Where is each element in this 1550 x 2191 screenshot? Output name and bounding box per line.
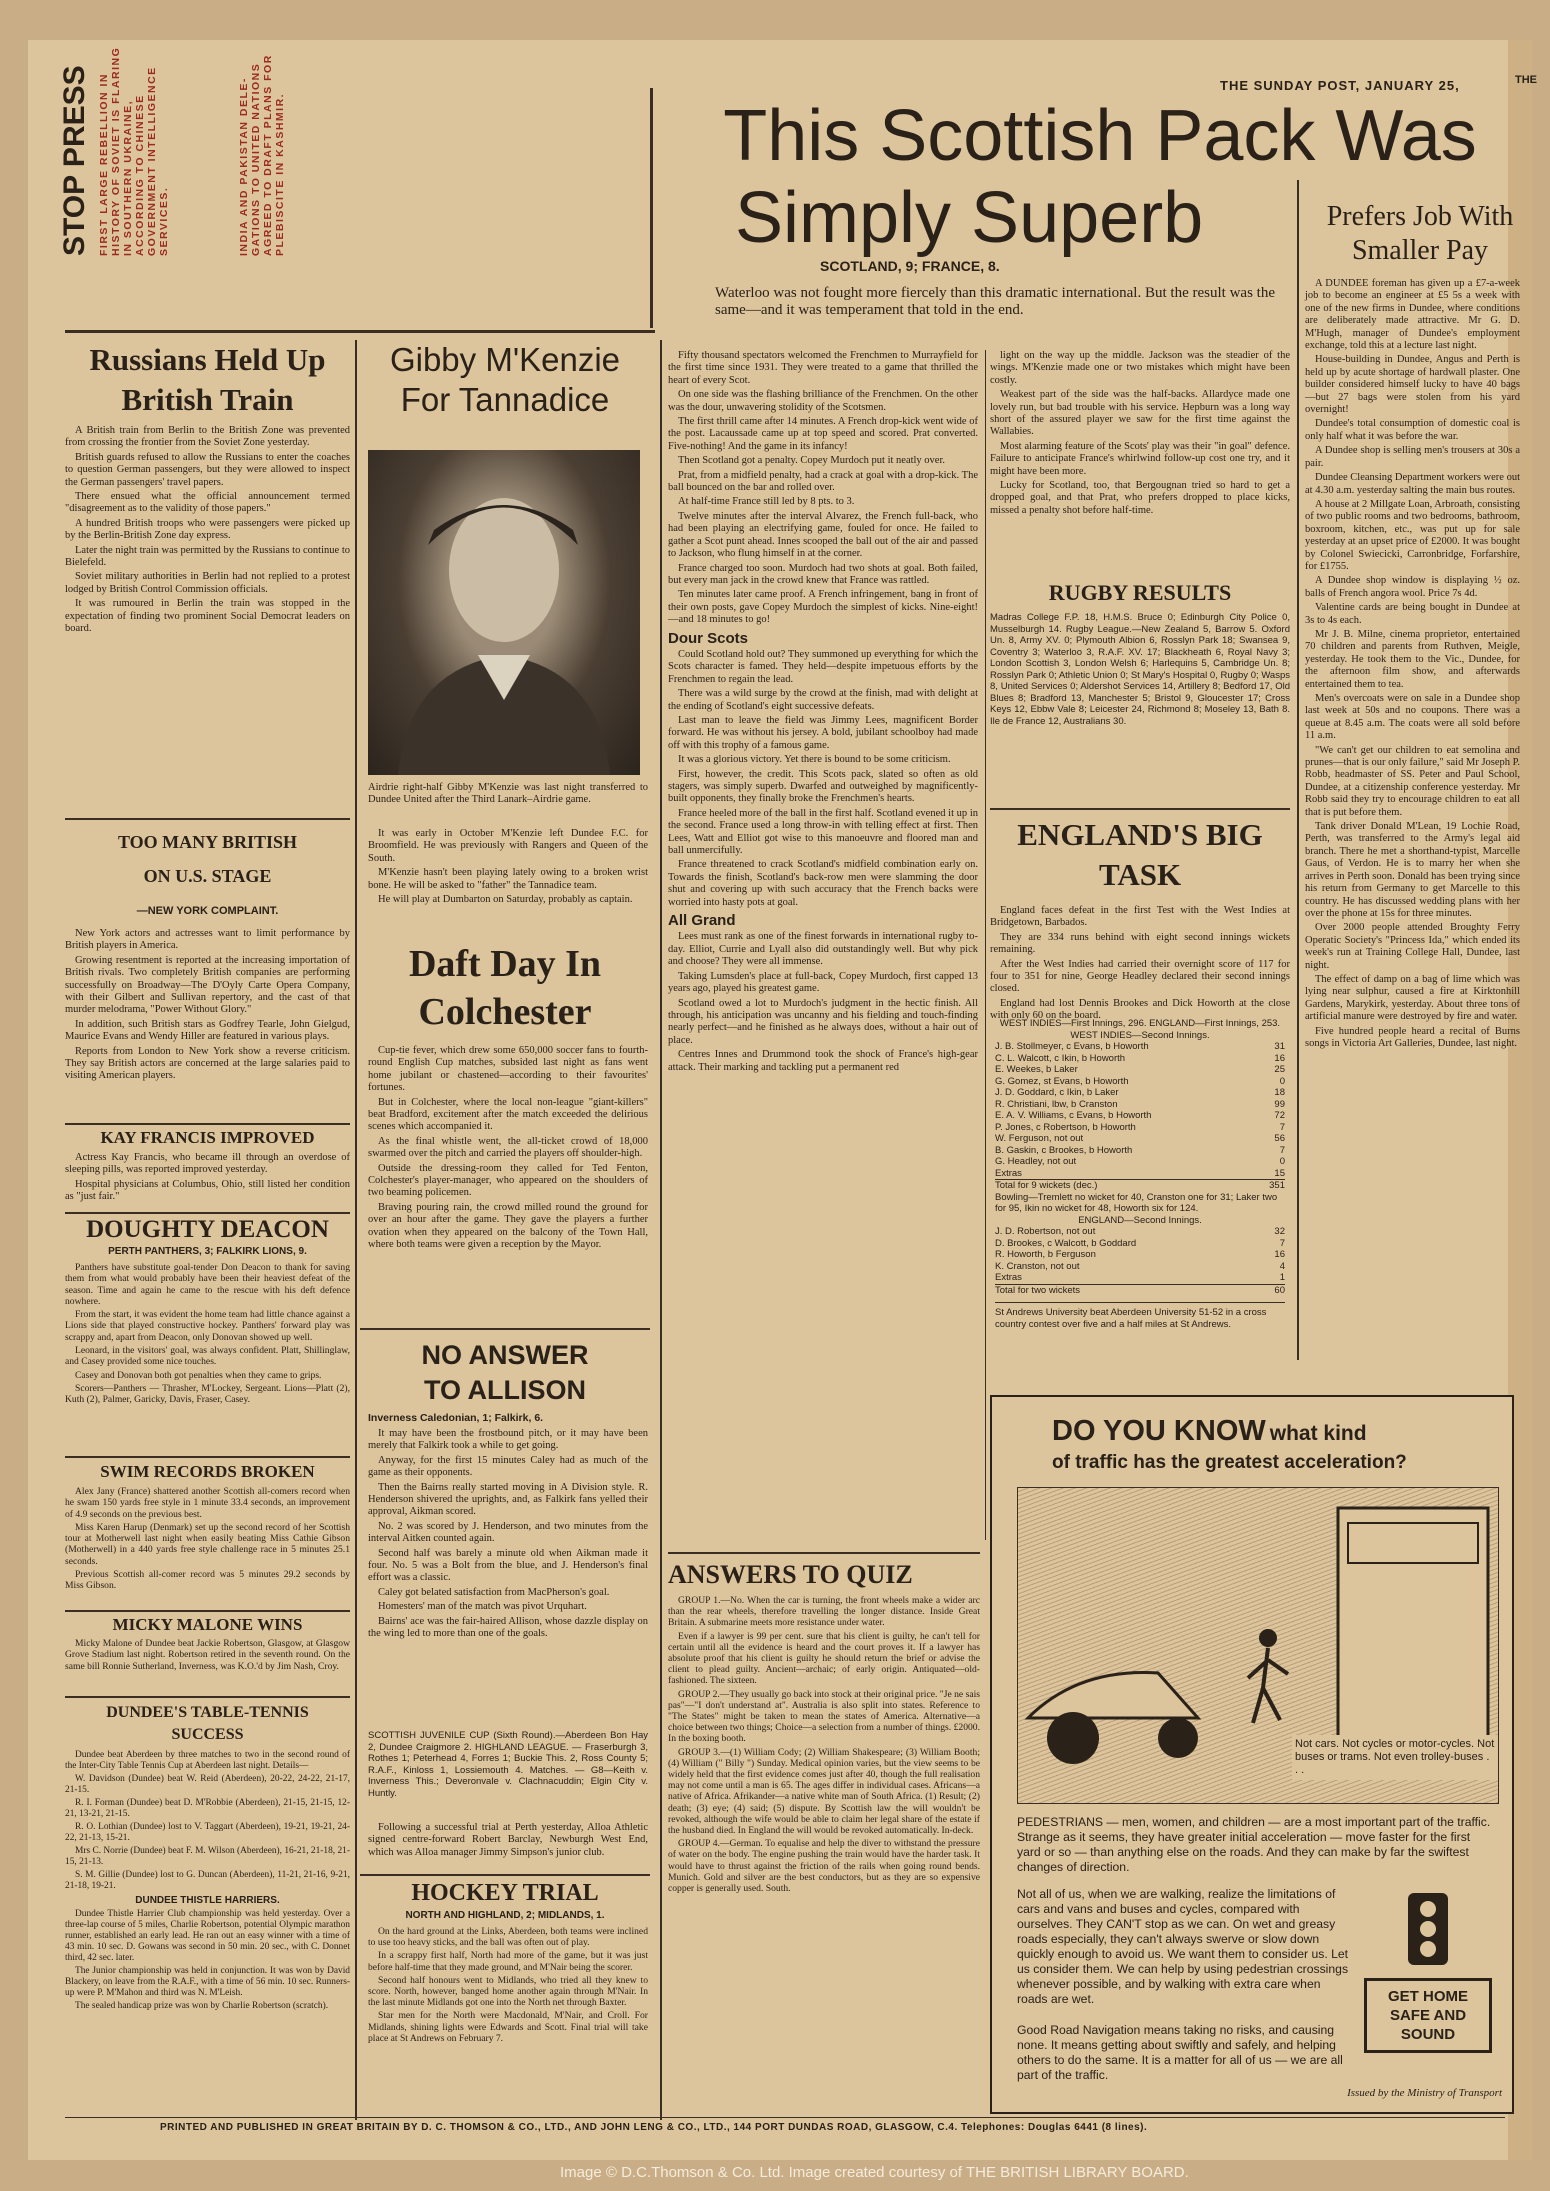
rugby-results-list: Madras College F.P. 18, H.M.S. Bruce 0; Edinburgh City Police 0, Musselburgh 14. Rugby League.—New Zealand 5, Barrow 5. Oxford Un. 8, Army XV. 0; Plymouth Albion 6, Rosslyn Park 18; Swansea 9, Coventry 3; Waterloo 3, R.A.F. XV. 17; Blackheath 6, Royal Navy 3; London Scottish 3, London Welsh 6; Harlequins 5, Cambridge Un. 8; Rosslyn Park 0; Athletic Union 0; St Mary's Hospital 0, Rugby 0; Wasps 8, United Services 0; Aldershot Services 14, Artillery 8; Bedford 17, Old Blues 8; Bradford 13, Manchester 5; Bristol 9, Gloucester 17; Cross Keys 12, Ebbw Vale 8; Leicester 24, Richmond 8; Moseley 13, Bath 8. Ile de France 12, Australians 30. bbox=[990, 612, 1290, 727]
scorecard-row: Extras 15 bbox=[995, 1167, 1285, 1179]
russians-headline: Russians Held Up British Train bbox=[89, 342, 326, 417]
portrait-silhouette bbox=[368, 450, 640, 775]
russians-body: A British train from Berlin to the British Zone was prevented from crossing the frontier from the Soviet Zone yesterday. British guards refused to allow the Russians to enter the coaches to question German passengers, but they were allowed to inspect the German passengers' travel papers. There ensued what the official announcement termed "disagreement as to the validity of those papers." A hundred British troops who were passengers were picked up by the Berlin-British Zone day express. Later the night train was permitted by the Russians to continue to Bielefeld. Soviet military authorities in Berlin had not replied to a protest lodged by British Control Commission officials. It was rumoured in Berlin the train was stopped in the expectation of finding two prominent Social Democrat leaders on board. bbox=[65, 425, 350, 635]
rule bbox=[65, 1212, 350, 1214]
table-tennis-headline: DUNDEE'S TABLE-TENNIS SUCCESS bbox=[106, 1704, 309, 1743]
section-rule bbox=[65, 330, 655, 333]
scorecard-row: K. Cranston, not out 4 bbox=[995, 1260, 1285, 1272]
scorecard-row: R. Christiani, lbw, b Cranston 99 bbox=[995, 1098, 1285, 1110]
scorecard-row: Extras 1 bbox=[995, 1272, 1285, 1283]
column-rule bbox=[985, 350, 986, 1540]
photo-caption: Airdrie right-half Gibby M'Kenzie was last night transferred to Dundee United after the Third Lanark–Airdrie game. bbox=[368, 782, 648, 806]
lead-column-2: light on the way up the middle. Jackson was the steadier of the wings. M'Kenzie made one or two mistakes which might have been costly. Weakest part of the side was the half-backs. Allardyce made one lovely run, but bad trouble with his service. Hepburn was a long way short of the assured player we saw for the first time against the Wallabies. Most alarming feature of the Scots' play was their "in goal" defence. Failure to anticipate France's whirlwind follow-up cost one try, and it might have been more. Lucky for Scotland, too, that Bergougnan tried so hard to get a dropped goal, and that Prat, who prefers dropped to place kicks, missed a penalty shot before half-time. bbox=[990, 350, 1290, 516]
scorecard-eng-total: Total for two wickets 60 bbox=[995, 1284, 1285, 1296]
hockey-body: On the hard ground at the Links, Aberdeen, both teams were inclined to use too heavy sticks, and the ball was often out of play. In a scrappy first half, North had more of the game, but it was just before half-time that they made ground, and M'Nair being the scorer. Second half honours went to Midlands, who tried all they knew to score. North, however, banged home another again through M'Nair. In the last minute Midlands got one into the North net through Baxter. Star men for the North were Macdonald, M'Nair, and Croll. For Midlands, shining lights were Edwards and Scott. Final trial will take place at St Andrews on February 7. bbox=[368, 1926, 648, 2044]
too-many-kicker: —NEW YORK COMPLAINT. bbox=[136, 905, 279, 917]
scorecard-row: G. Gomez, st Evans, b Howorth 0 bbox=[995, 1075, 1285, 1087]
scorecard-row: J. D. Goddard, c Ikin, b Laker 18 bbox=[995, 1087, 1285, 1098]
ad-copy-1: PEDESTRIANS — men, women, and children — are a most important part of the traffic. Strange as it seems, they have greater initial acceleration — move faster for the first yard or so — than anything else on the roads. And they can make by far the swiftest changes of direction. bbox=[1017, 1815, 1491, 1874]
stop-press-item-2: INDIA AND PAKISTAN DELE- GATIONS TO UNITED NATIONS AGREED TO DRAFT PLANS FOR PLEBISCITE IN KASHMIR. bbox=[238, 54, 286, 256]
kay-francis-headline: KAY FRANCIS IMPROVED bbox=[100, 1128, 315, 1147]
scorecard-row: J. D. Robertson, not out 32 bbox=[995, 1226, 1285, 1237]
rugby-results-title: RUGBY RESULTS bbox=[1048, 580, 1232, 605]
juvenile-cup-results: SCOTTISH JUVENILE CUP (Sixth Round).—Aberdeen Bon Hay 2, Dundee Craigmore 2. HIGHLAND LEAGUE. — Fraserburgh 3, Rothes 1; Peterhead 4, Forres 1; Buckie This. 2, Ross County 5; R.A.F., Kinloss 1, Lossiemouth 4. Matches. — G8—Keith v. Inverness This.; Deveronvale v. Clachnacuddin; Elgin City v. Huntly. bbox=[368, 1730, 648, 1799]
page-dateline: THE SUNDAY POST, JANUARY 25, bbox=[1220, 78, 1460, 93]
scorecard-row: G. Headley, not out 0 bbox=[995, 1156, 1285, 1167]
thistle-harriers-subhead: DUNDEE THISTLE HARRIERS. bbox=[135, 1895, 280, 1906]
ad-copy-3: Good Road Navigation means taking no risks, and causing none. It means getting about swiftly and safely, and helping others to do the same. It is a matter for all of us — we are all part of the traffic. bbox=[1017, 2023, 1343, 2082]
lead-score: SCOTLAND, 9; FRANCE, 8. bbox=[820, 258, 1000, 274]
daft-day-body: Cup-tie fever, which drew some 650,000 soccer fans to fourth-round English Cup matches, subsided last night as fans went home jubilant or chastened—according to their favourites' fortunes. But in Colchester, where the local non-league "giant-killers" beat Bradford, excitement after the match exceeded the delirious scenes which accompanied it. As the final whistle went, the all-ticket crowd of 18,000 swarmed over the pitch and carried the players off shoulder-high. Outside the dressing-room they called for Ted Fenton, Colchester's player-manager, who appeared on the shoulders of two beaming policemen. Braving pouring rain, the crowd milled round the ground for over an hour after the game. They gave the players a further ovation when they appeared on the balcony of the Town Hall, where both teams were given a reception by the Mayor. bbox=[368, 1045, 648, 1251]
stop-press-title: STOP PRESS bbox=[58, 65, 91, 256]
micky-malone-headline: MICKY MALONE WINS bbox=[112, 1615, 303, 1634]
table-tennis-body: Dundee beat Aberdeen by three matches to two in the second round of the Inter-City Table Tennis Cup at Aberdeen last night. Details— W. Davidson (Dundee) beat W. Reid (Aberdeen), 20-22, 24-22, 21-17, 21-15. R. I. Forman (Dundee) beat D. M'Robbie (Aberdeen), 21-15, 21-15, 12-21, 13-21, 21-15. R. O. Lothian (Dundee) lost to V. Taggart (Aberdeen), 19-21, 19-21, 24-22, 21-13, 15-21. Mrs C. Norrie (Dundee) beat F. M. Wilson (Aberdeen), 16-21, 21-18, 21-15, 21-13. S. M. Gillie (Dundee) lost to G. Duncan (Aberdeen), 11-21, 21-16, 9-21, 21-18, 19-21. DUNDEE THISTLE HARRIERS. Dundee Thistle Harrier Club championship was held yesterday. Over a three-lap course of 5 miles, Charlie Robertson, potential Olympic marathon runner, established an early lead. He ran out an easy winner with a time of 43 min. 10 sec. D. Gowans was second in 50 min. 20 sec., with C. Donnet third, 42 sec. later. The Junior championship was held in conjunction. It was won by David Blackery, on leave from the R.A.F., with a time of 56 min. 10 sec. Runners-up were P. M'Mahon and third was N. M'Leish. The sealed handicap prize was won by Charlie Robertson (scratch). bbox=[65, 1750, 350, 2011]
hockey-kicker: NORTH AND HIGHLAND, 2; MIDLANDS, 1. bbox=[405, 1910, 605, 1921]
quiz-answers-body: GROUP 1.—No. When the car is turning, the front wheels make a wider arc than the rear wheels, therefore travelling the longer distance. Inside Great Britain. A submarine meets more resistance under water. Even if a lawyer is 99 per cent. sure that his client is guilty, he can't tell for certain until all the evidence is heard and the court proves it. If a lawyer has absolute proof that his client is guilty he should return the brief or advise the client to plead guilty. Ancient—archaic; of early origin. Antiquated—old-fashioned. The sixteen. GROUP 2.—They usually go back into stock at their original price. "Je ne sais pas"—"I don't understand at". Australia is also split into states. Reference to "The States" might be taken to mean the states of America. Alternative—a choice between two things; Choice—a selection from a number of things. £2000. In the boxing booth. GROUP 3.—(1) William Cody; (2) William Shakespeare; (3) William Booth; (4) William (" Billy ") Sunday. Medical opinion varies, but the view seems to be widely held that the first evidence comes just after 40, though the full realisation may not come until a man is 65. The ages differ in individual cases. Africans—a native of Africa. Afrikander—a native white man of South Africa. (1) Result; (2) death; (3) eye; (4) said; (5) dispute. By Scottish law the will wouldn't be revoked, although the wife would be able to claim her legal share of the estate if the husband died. In England the will would be revoked automatically. In-deck. GROUP 4.—German. To equalise and help the diver to withstand the pressure of water on the body. The engine pushing the train would have the harder task. It would have to thrust against the friction of the rails when going round bends. Munich. Gold and silver are the best conductors, but as they are so expensive copper is generally used. South. bbox=[668, 1595, 980, 1895]
rule bbox=[65, 1610, 350, 1612]
rule bbox=[65, 1123, 350, 1125]
traffic-light-icon bbox=[1364, 1889, 1492, 1969]
scorecard-row: P. Jones, c Robertson, b Howorth 7 bbox=[995, 1121, 1285, 1133]
scorecard-row: B. Gaskin, c Brookes, b Howorth 7 bbox=[995, 1144, 1285, 1156]
subhead-all-grand: All Grand bbox=[668, 912, 736, 930]
gibby-headline: Gibby M'Kenzie For Tannadice bbox=[389, 341, 621, 418]
gibby-body: It was early in October M'Kenzie left Dundee F.C. for Broomfield. He was previously with Rangers and Queen of the South. M'Kenzie hasn't been playing lately owing to a broken wrist bone. He will be asked to "father" the Tannadice team. He will play at Dumbarton on Saturday, probably as captain. bbox=[368, 828, 648, 906]
scorecard-row: W. Ferguson, not out 56 bbox=[995, 1133, 1285, 1144]
swim-records-body: Alex Jany (France) shattered another Scottish all-comers record when he swam 150 yards free style in 1 minute 33.4 seconds, an improvement of 4.9 seconds on the previous best. Miss Karen Harup (Denmark) set up the second record of her Scottish tour at Motherwell last night when easily beating Miss Cathie Gibson (Motherwell) in a 440 yards free style challenge race in 5 minutes 25.1 seconds. Previous Scottish all-comer record was 5 minutes 29.2 seconds by Miss Gibson. bbox=[65, 1486, 350, 1592]
no-answer-body: It may have been the frostbound pitch, or it may have been merely that Falkirk took a while to get going. Anyway, for the first 15 minutes Caley had as much of the game as their opponents. Then the Bairns really started moving in A Division style. R. Henderson shivered the uprights, and, as Falkirk fans yelled their approval, Aikman scored. No. 2 was scored by J. Henderson, and two minutes from the interval Aitken counted again. Second half was barely a minute old when Aikman made it four. No. 5 was a Bolt from the blue, and J. Henderson's final effort was a classic. Caley got belated satisfaction from MacPherson's goal. Homesters' man of the match was pivot Urquhart. Bairns' ace was the fair-haired Allison, whose dazzle display on the wing led to more than one of the goals. bbox=[368, 1428, 648, 1640]
hockey-trial-headline: HOCKEY TRIAL bbox=[411, 1880, 599, 1906]
scorecard-total: Total for 9 wickets (dec.) 351 bbox=[995, 1180, 1285, 1191]
rule bbox=[65, 1696, 350, 1698]
column-rule bbox=[1297, 180, 1299, 1360]
no-answer-headline: NO ANSWER TO ALLISON bbox=[421, 1340, 589, 1405]
subhead-dour-scots: Dour Scots bbox=[668, 629, 749, 647]
ministry-ad bbox=[990, 1395, 1514, 2114]
lead-headline: This Scottish Pack Was Simply Superb bbox=[723, 96, 1477, 258]
rule bbox=[65, 818, 350, 820]
illustration-caption: Not cars. Not cycles or motor-cycles. Not buses or trams. Not even trolley-buses . . . bbox=[1292, 1735, 1498, 1780]
get-home-safe-badge: GET HOME SAFE AND SOUND bbox=[1364, 1978, 1492, 2053]
quiz-answers-title: ANSWERS TO QUIZ bbox=[668, 1560, 913, 1589]
player-photo bbox=[368, 450, 640, 775]
column-rule bbox=[355, 340, 357, 2120]
rule bbox=[360, 1874, 650, 1876]
stop-press-item-1: FIRST LARGE REBELLION IN HISTORY OF SOVIET IS FLARING IN SOUTHERN UKRAINE, ACCORDING TO CHINESE GOVERNMENT INTELLIGENCE SERVICES. bbox=[98, 46, 170, 256]
image-credit: Image © D.C.Thomson & Co. Ltd. Image created courtesy of THE BRITISH LIBRARY BOARD. bbox=[560, 2164, 1189, 2181]
printer-imprint: PRINTED AND PUBLISHED IN GREAT BRITAIN BY D. C. THOMSON & CO., LTD., AND JOHN LENG & CO., LTD., 144 PORT DUNDAS ROAD, GLASGOW, C.4. Telephones: Douglas 6441 (8 lines). bbox=[160, 2122, 1148, 2133]
rule bbox=[990, 808, 1290, 810]
scorecard-row: J. B. Stollmeyer, c Evans, b Howorth 31 bbox=[995, 1041, 1285, 1052]
cricket-scorecard: WEST INDIES—First Innings, 296. ENGLAND—First Innings, 253. WEST INDIES—Second Innings. J. B. Stollmeyer, c Evans, b Howorth 31 C. L. Walcott, c Ikin, b Howorth 16 E. Weekes, b Laker 25 G. Gomez, st Evans, b Howorth 0 J. D. Goddard, c Ikin, b Laker 18 R. Christiani, lbw, b Cranston 99 E. A. V. Williams, c Evans, b Howorth 72 P. Jones, c Robertson, b Howorth 7 W. Ferguson, not out 56 B. Gaskin, c Brookes, b Howorth 7 G. Headley, not out 0 Extras 15 Total for 9 wickets (dec.) 351 Bowling—Tremlett no wicket for 40, Cranston one for 31; Laker two for 95, Ikin no wicket for 48, Howorth six for 124. ENGLAND—Second Innings. J. D. Robertson, not out 32 D. Brookes, c Walcott, b Goddard 7 R. Howorth, b Ferguson 16 K. Cranston, not out 4 Extras 1 Total for two wickets 60 St Andrews University beat Aberdeen University 51-52 in a cross country contest over five and a half miles at St Andrews. bbox=[995, 1018, 1285, 1330]
scorecard-row: D. Brookes, c Walcott, b Goddard 7 bbox=[995, 1237, 1285, 1249]
rule bbox=[65, 1456, 350, 1458]
traffic-light-badge bbox=[1364, 1889, 1492, 2079]
swim-records-headline: SWIM RECORDS BROKEN bbox=[100, 1462, 315, 1481]
scorecard-row: R. Howorth, b Ferguson 16 bbox=[995, 1249, 1285, 1260]
doughty-deacon-headline: DOUGHTY DEACON bbox=[86, 1216, 329, 1243]
prefers-job-body: A DUNDEE foreman has given up a £7-a-week job to become an engineer at £5 5s a week with one of the new firms in Dundee, where conditions are deliberately made attractive. Mr G. D. M'Hugh, manager of Dundee's employment exchange, told this at a lecture last night. House-building in Dundee, Angus and Perth is held up by acute shortage of hardwall plaster. One builder considered himself lucky to have 40 bags—but 27 bags were stolen from his yard overnight! Dundee's total consumption of domestic coal is only half what it was before the war. A Dundee shop is selling men's trousers at 30s a pair. Dundee Cleansing Department workers were out at 4.30 a.m. yesterday salting the main bus routes. A house at 2 Millgate Loan, Arbroath, consisting of two public rooms and two bedrooms, bathroom, boxroom, kitchen, etc., was put up for sale yesterday at an upset price of £2000. It was bought by Colonel Swiecicki, Carronbridge, Forfarshire, for £1755. A Dundee shop window is displaying ½ oz. balls of French angora wool. Price 7s 4d. Valentine cards are being bought in Dundee at 3s to 4s each. Mr J. B. Milne, cinema proprietor, entertained 70 children and parents from Ruthven, Meigle, yesterday. He took them to the Vic., Dundee, for the afternoon film show, and afterwards entertained them to tea. Men's overcoats were on sale in a Dundee shop last week at 50s and no coupons. There was a queue at 8.45 a.m. The coats were all sold before 11 a.m. "We can't get our children to eat semolina and prunes—that is our only failure," said Mr Joseph P. Robb, headmaster of SS. Peter and Paul School, Dundee, at a citizenship conference yesterday. Mr Robb said they try to encourage children to eat all that is put before them. Tank driver Donald M'Lean, 19 Lochie Road, Perth, was transferred to the Army's legal aid branch. There he met a shorthand-typist, Marcelle Gaus, of Verdon. He is to marry her when she arrives in Perth soon. Donald has been trying since his return from Germany to get Marcelle to this country. He has discussed wedding plans with her over the phone at 15s for three minutes. Over 2000 people attended Broughty Ferry Operatic Society's "Princess Ida," which ended its week's run at Training College Hall, Dundee, last night. The effect of damp on a bag of lime which was lying near sulphur, caused a fire at Kirktonhill Gardens, Marykirk, yesterday. About three tons of artificial manure were destroyed by fire and water. Five hundred people heard a recital of Burns songs in Victoria Art Galleries, Dundee, last night. bbox=[1305, 278, 1521, 1049]
kay-francis-body: Actress Kay Francis, who became ill through an overdose of sleeping pills, was reported improved yesterday. Hospital physicians at Columbus, Ohio, still listed her condition as "just fair." bbox=[65, 1152, 350, 1203]
prefers-job-headline: Prefers Job With Smaller Pay bbox=[1326, 201, 1514, 266]
stop-press-box bbox=[58, 46, 318, 256]
lead-standfirst: Waterloo was not fought more fiercely than this dramatic international. But the result was the same—and it was temperament that told in the end. bbox=[715, 285, 1275, 318]
ad-headline: DO YOU KNOW what kind of traffic has the greatest acceleration? bbox=[1052, 1415, 1407, 1473]
edge-letters: THE bbox=[1515, 74, 1537, 86]
alloa-signing: Following a successful trial at Perth yesterday, Alloa Athletic signed centre-forward Robert Barclay, Newburgh West End, which was Alloa manager Jimmy Simpson's junior club. bbox=[368, 1822, 648, 1858]
scorecard-row: E. A. V. Williams, c Evans, b Howorth 72 bbox=[995, 1110, 1285, 1121]
footer-rule bbox=[65, 2117, 1505, 2118]
ad-copy-2: Not all of us, when we are walking, realize the limitations of cars and vans and buses and cycles, compared with ourselves. They CAN'T stop as we can. On wet and greasy roads especially, they can't always swerve or slow down quickly enough to avoid us. We want them to consider us. Let us consider them. We can help by using pedestrian crossings whenever possible, and by walking with extra care when roads are wet. bbox=[1017, 1887, 1349, 2006]
too-many-body: New York actors and actresses want to limit performance by British players in America. Growing resentment is reported at the increasing importation of British rivals. Two completely British companies are performing successfully on Broadway—The D'Oyly Carte Opera Company, with their Gilbert and Sullivan repertory, and the cast of that murder melodrama, "Power Without Glory." In addition, such British stars as Godfrey Tearle, John Gielgud, Maurice Evans and Wendy Hiller are featured in various plays. Reports from London to New York show a reverse criticism. They say British actors are concerned at the large salaries paid to visiting American players. bbox=[65, 928, 350, 1082]
doughty-body: Panthers have substitute goal-tender Don Deacon to thank for saving them from what would probably have been their heaviest defeat of the season. Time and again he came to the rescue with his deft defence nowhere. From the start, it was evident the home team had little chance against a Lions side that played constructive hockey. Panthers' forward play was scrappy and, apart from Deacon, only Donovan showed up well. Leonard, in the visitors' goal, was always confident. Platt, Shillinglaw, and Casey provided some nice touches. Casey and Donovan both got penalties when they came to grips. Scorers—Panthers — Thrasher, M'Lockey, Sergeant. Lions—Platt (2), Kuth (2), Palmer, Garicky, Davis, Fraser, Casey. bbox=[65, 1262, 350, 1406]
ad-issuer: Issued by the Ministry of Transport bbox=[1347, 2087, 1502, 2099]
scorecard-row: C. L. Walcott, c Ikin, b Howorth 16 bbox=[995, 1052, 1285, 1064]
no-answer-kicker: Inverness Caledonian, 1; Falkirk, 6. bbox=[368, 1412, 544, 1424]
too-many-british-headline: TOO MANY BRITISH ON U.S. STAGE bbox=[117, 832, 298, 886]
rule bbox=[360, 1328, 650, 1330]
micky-malone-body: Micky Malone of Dundee beat Jackie Robertson, Glasgow, at Glasgow Grove Stadium last night. Robertson retired in the seventh round. On the same bill Ronnie Sutherland, Inverness, was K.O.'d by Jim Nash, Croy. bbox=[65, 1638, 350, 1672]
daft-day-headline: Daft Day In Colchester bbox=[408, 943, 602, 1033]
column-rule bbox=[650, 88, 653, 328]
rule bbox=[668, 1552, 980, 1554]
lead-column-1: Fifty thousand spectators welcomed the Frenchmen to Murrayfield for the first time since 1931. They were treated to a game that thrilled the heart of every Scot. On one side was the flashing brilliance of the Frenchmen. On the other was the dour, unwavering stolidity of the Scotsmen. The first thrill came after 14 minutes. A French drop-kick went wide of the post. Lacaussade came up at top speed and scored. Prat converted. Five-nothing! And the game in its infancy! Then Scotland got a penalty. Copey Murdoch put it neatly over. Prat, from a midfield penalty, had a crack at goal with a drop-kick. The ball bounced on the bar and rolled over. At half-time France still led by 8 pts. to 3. Twelve minutes after the interval Alvarez, the French full-back, who had been playing an electrifying game, fouled for once. He failed to gather a Scot punt ahead. Innes scooped the ball out of the air and passed to Jackson, who flung himself in at the corner. France charged too soon. Murdoch had two shots at goal. Both failed, but every man jack in the crowd knew that France was rattled. Ten minutes later came proof. A French infringement, bang in front of their own posts, gave Copey Murdoch the simplest of kicks. Nine-eight!—and 18 minutes to go! Dour Scots Could Scotland hold out? They summoned up everything for which the Scots character is famed. They held—despite impetuous efforts by the Frenchmen to regain the lead. There was a wild surge by the crowd at the finish, mad with delight at the ending of Scotland's eight successive defeats. Last man to leave the field was Jimmy Lees, magnificent Border forward. He was without his jersey. A bold, jubilant schoolboy had made off with this trophy of a famous game. It was a glorious victory. Yet there is bound to be some criticism. First, however, the credit. This Scots pack, slated so often as old stagers, was simply superb. Dwarfed and outweighed by magnificently-built opponents, they finally broke the Frenchmen's hearts. France heeled more of the ball in the first half. Scotland evened it up in the second. France used a long throw-in with telling effect at first. Then Lees, Watt and Elliot got wise to this manoeuvre and floored man and ball unmercifully. France threatened to crack Scotland's midfield combination early on. Towards the finish, Scotland's back-row men were slamming the door shut and covering up with such accuracy that the French backs were worried into hasty pots at goal. All Grand Lees must rank as one of the finest forwards in international rugby to-day. Elliot, Currie and Lyall also did outstandingly well. But why pick and choose? They were all immense. Taking Lumsden's place at full-back, Copey Murdoch, first capped 13 years ago, played his greatest game. Scotland owed a lot to Murdoch's judgment in the hectic finish. All through, his anticipation was uncanny and his fielding and touch-finding nearly perfect—and he finished as he always does, without a hair out of place. Centres Innes and Drummond took the shock of France's high-gear attack. Their marking and tackling put a permanent red bbox=[668, 350, 978, 1073]
scorecard-row: E. Weekes, b Laker 25 bbox=[995, 1064, 1285, 1075]
englands-task-body: England faces defeat in the first Test with the West Indies at Bridgetown, Barbados. They are 334 runs behind with eight second innings wickets remaining. After the West Indies had carried their overnight score of 117 for four to 351 for nine, George Headley declared their second innings closed. England had lost Dennis Brookes and Dick Howorth at the close with only 60 on the board. bbox=[990, 905, 1290, 1022]
column-rule bbox=[660, 340, 662, 2120]
doughty-kicker: PERTH PANTHERS, 3; FALKIRK LIONS, 9. bbox=[108, 1246, 307, 1257]
englands-task-title: ENGLAND'S BIG TASK bbox=[1017, 817, 1263, 892]
